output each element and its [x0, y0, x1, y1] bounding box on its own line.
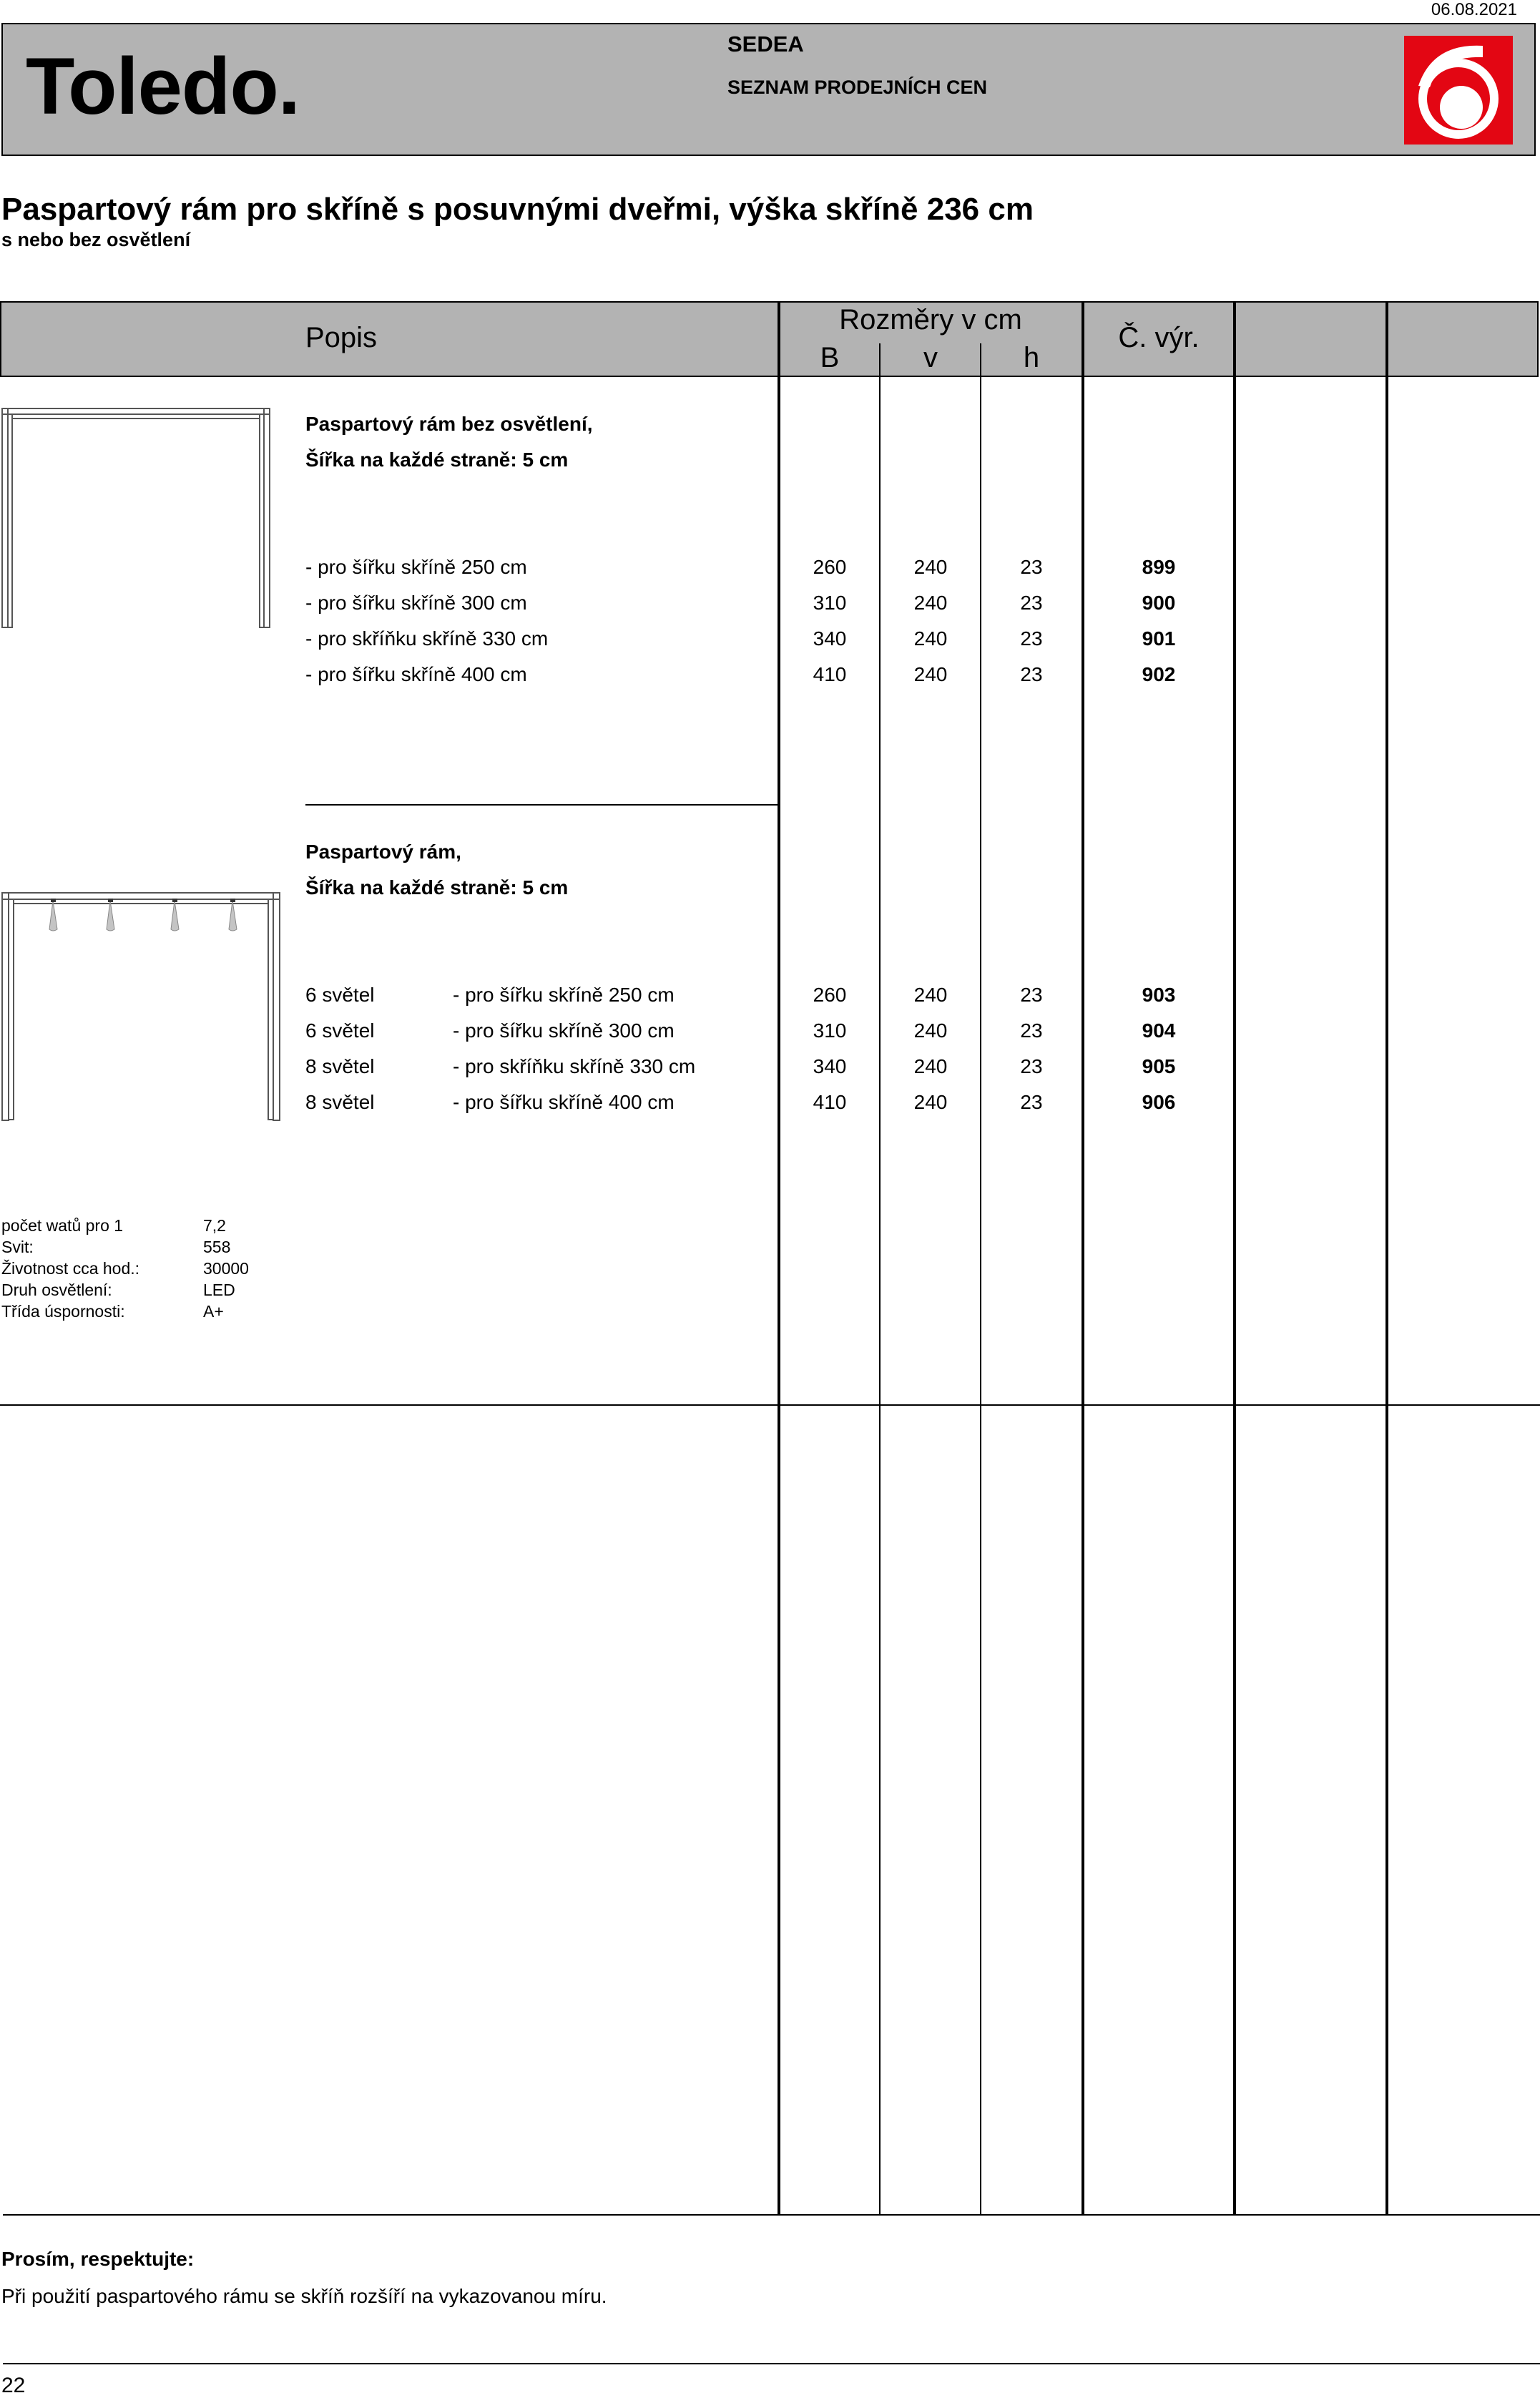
note-text: Při použití paspartového rámu se skříň rozšíří na vykazovanou míru.: [1, 2285, 607, 2307]
column-header-popis: Popis: [305, 322, 378, 353]
brand-title: Toledo.: [26, 41, 300, 131]
column-divider: [1233, 301, 1236, 2216]
spec-label: Třída úspornosti:: [1, 1302, 125, 1321]
spec-value: A+: [203, 1302, 224, 1321]
frame-with-lighting-illustration: [1, 892, 282, 1126]
section-divider: [305, 804, 779, 806]
row-description: - pro šířku skříně 300 cm: [305, 592, 527, 614]
row-description: - pro skříňku skříně 330 cm: [305, 627, 549, 650]
column-divider: [980, 343, 981, 2216]
row-height-v: 240: [913, 592, 948, 614]
frame-without-lighting-illustration: [1, 408, 272, 633]
column-divider: [778, 301, 780, 2216]
row-article-number: 903: [1142, 984, 1176, 1006]
company-logo-icon: [1404, 36, 1513, 145]
row-height-v: 240: [913, 1091, 948, 1113]
row-height-v: 240: [913, 627, 948, 650]
row-depth-h: 23: [1020, 627, 1043, 650]
footer-rule: [3, 2363, 1540, 2364]
row-width-b: 310: [813, 592, 847, 614]
row-description: - pro šířku skříně 400 cm: [305, 663, 527, 685]
row-depth-h: 23: [1020, 1019, 1043, 1042]
row-article-number: 901: [1142, 627, 1176, 650]
row-depth-h: 23: [1020, 984, 1043, 1006]
column-divider: [1385, 301, 1388, 2216]
column-header-b: B: [820, 342, 840, 373]
table-header: [0, 301, 1539, 377]
column-divider: [879, 343, 881, 2216]
price-list-subtitle: SEZNAM PRODEJNÍCH CEN: [727, 77, 988, 98]
row-light-count: 8 světel: [305, 1055, 375, 1077]
spec-value: LED: [203, 1281, 235, 1299]
row-depth-h: 23: [1020, 1055, 1043, 1077]
row-light-count: 8 světel: [305, 1091, 375, 1113]
column-header-rozmery: Rozměry v cm: [839, 304, 1022, 336]
row-height-v: 240: [913, 1019, 948, 1042]
section2-title: Paspartový rám,: [305, 841, 461, 863]
column-header-cislo-vyrobku: Č. výr.: [1118, 322, 1200, 353]
spec-value: 30000: [203, 1259, 249, 1278]
row-width-b: 310: [813, 1019, 847, 1042]
row-width-b: 410: [813, 663, 847, 685]
row-height-v: 240: [913, 984, 948, 1006]
spec-value: 558: [203, 1238, 231, 1256]
page-number: 22: [1, 2374, 26, 2397]
page-subtitle: s nebo bez osvětlení: [1, 229, 191, 250]
row-width-b: 260: [813, 556, 847, 578]
row-width-b: 410: [813, 1091, 847, 1113]
row-depth-h: 23: [1020, 663, 1043, 685]
row-description: - pro skříňku skříně 330 cm: [453, 1055, 696, 1077]
row-width-b: 340: [813, 1055, 847, 1077]
row-height-v: 240: [913, 1055, 948, 1077]
row-height-v: 240: [913, 556, 948, 578]
row-article-number: 902: [1142, 663, 1176, 685]
spec-label: počet watů pro 1: [1, 1216, 124, 1235]
row-height-v: 240: [913, 663, 948, 685]
row-depth-h: 23: [1020, 556, 1043, 578]
row-description: - pro šířku skříně 400 cm: [453, 1091, 675, 1113]
row-depth-h: 23: [1020, 1091, 1043, 1113]
spec-label: Svit:: [1, 1238, 34, 1256]
row-light-count: 6 světel: [305, 1019, 375, 1042]
section1-title: Paspartový rám bez osvětlení,: [305, 413, 593, 435]
spec-label: Životnost cca hod.:: [1, 1259, 140, 1278]
company-name: SEDEA: [727, 31, 804, 57]
note-heading: Prosím, respektujte:: [1, 2248, 195, 2270]
row-article-number: 899: [1142, 556, 1176, 578]
row-article-number: 905: [1142, 1055, 1176, 1077]
table-bottom-rule: [3, 2214, 1540, 2216]
row-width-b: 340: [813, 627, 847, 650]
row-depth-h: 23: [1020, 592, 1043, 614]
column-divider: [1082, 301, 1084, 2216]
section-divider: [0, 1404, 1540, 1406]
document-date: 06.08.2021: [1431, 0, 1517, 19]
column-header-v: v: [923, 342, 938, 373]
page-title: Paspartový rám pro skříně s posuvnými dveřmi, výška skříně 236 cm: [1, 192, 1034, 227]
section1-width-note: Šířka na každé straně: 5 cm: [305, 449, 569, 471]
row-description: - pro šířku skříně 250 cm: [305, 556, 527, 578]
spec-label: Druh osvětlení:: [1, 1281, 112, 1299]
row-description: - pro šířku skříně 300 cm: [453, 1019, 675, 1042]
section2-width-note: Šířka na každé straně: 5 cm: [305, 876, 569, 899]
row-article-number: 904: [1142, 1019, 1176, 1042]
row-article-number: 906: [1142, 1091, 1176, 1113]
row-description: - pro šířku skříně 250 cm: [453, 984, 675, 1006]
column-header-h: h: [1023, 342, 1040, 373]
row-width-b: 260: [813, 984, 847, 1006]
row-light-count: 6 světel: [305, 984, 375, 1006]
spec-value: 7,2: [203, 1216, 226, 1235]
row-article-number: 900: [1142, 592, 1176, 614]
